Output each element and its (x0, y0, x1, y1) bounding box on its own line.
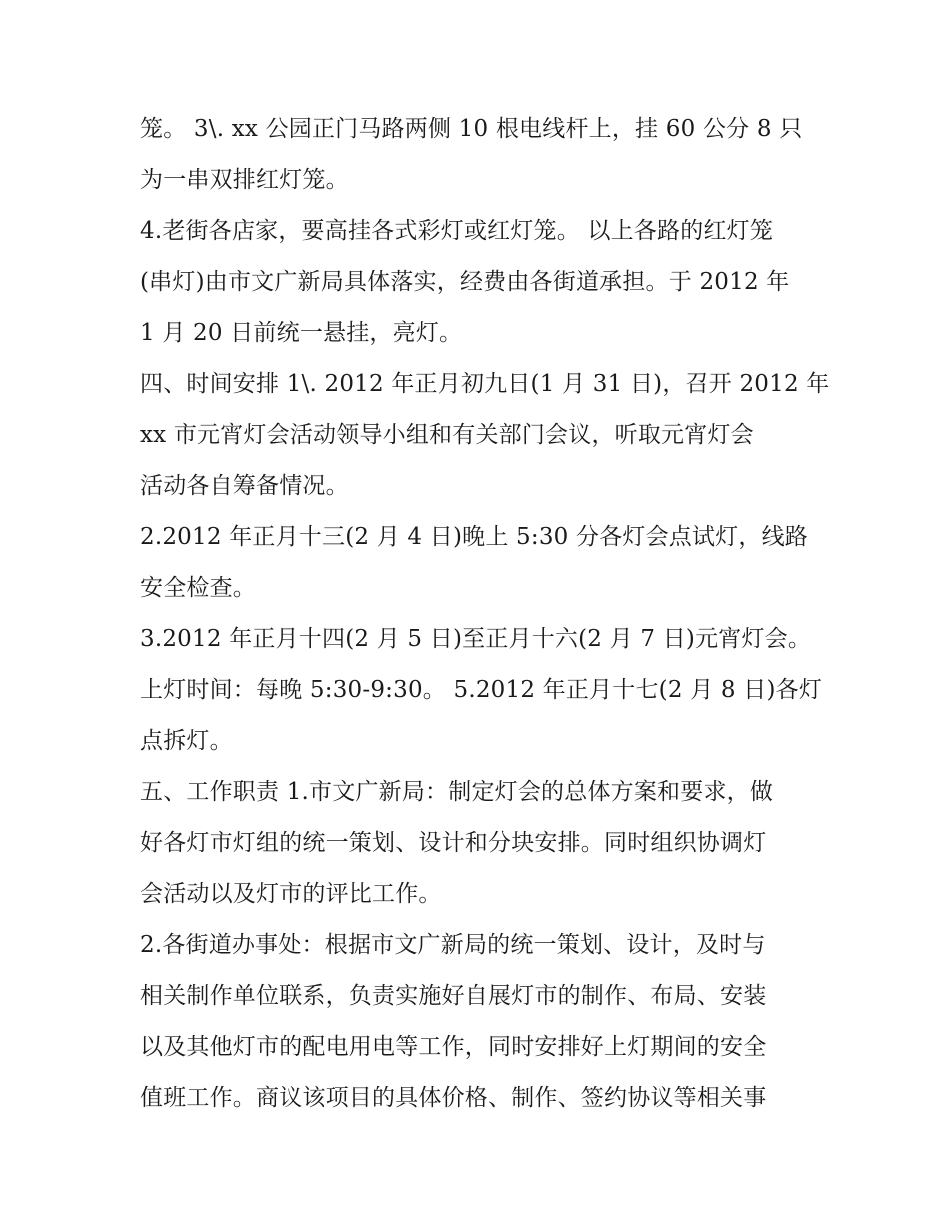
text-line: 安全检查。 (140, 575, 256, 601)
text-line: 会活动以及灯市的评比工作。 (140, 881, 442, 907)
text-line: 1 月 20 日前统一悬挂，亮灯。 (140, 320, 463, 346)
text-line: 3.2012 年正月十四(2 月 5 日)至正月十六(2 月 7 日)元宵灯会。 (140, 626, 812, 652)
document-body (140, 104, 830, 1124)
text-line: (串灯)由市文广新局具体落实，经费由各街道承担。于 2012 年 (140, 269, 790, 295)
text-line: 笼。 3\. xx 公园正门马路两侧 10 根电线杆上，挂 60 公分 8 只 (140, 116, 803, 142)
text-line: 四、时间安排 1\. 2012 年正月初九日(1 月 31 日)，召开 2012 年 (140, 371, 830, 397)
text-line: 好各灯市灯组的统一策划、设计和分块安排。同时组织协调灯 (140, 830, 767, 856)
text-line: xx 市元宵灯会活动领导小组和有关部门会议，听取元宵灯会 (140, 422, 754, 448)
text-line: 上灯时间：每晚 5:30-9:30。 5.2012 年正月十七(2 月 8 日)各灯 (140, 677, 823, 703)
text-line: 相关制作单位联系，负责实施好自展灯市的制作、布局、安装 (140, 983, 767, 1009)
text-line: 以及其他灯市的配电用电等工作，同时安排好上灯期间的安全 (140, 1034, 767, 1060)
text-line: 2.各街道办事处：根据市文广新局的统一策划、设计，及时与 (140, 932, 766, 958)
text-line: 活动各自筹备情况。 (140, 473, 349, 499)
text-line: 为一串双排红灯笼。 (140, 167, 349, 193)
text-line: 点拆灯。 (140, 728, 233, 754)
text-line: 4.老街各店家，要高挂各式彩灯或红灯笼。 以上各路的红灯笼 (140, 218, 774, 244)
text-line: 值班工作。商议该项目的具体价格、制作、签约协议等相关事 (140, 1085, 767, 1111)
text-line: 2.2012 年正月十三(2 月 4 日)晚上 5:30 分各灯会点试灯，线路 (140, 524, 809, 550)
text-line: 五、工作职责 1.市文广新局：制定灯会的总体方案和要求，做 (140, 779, 774, 805)
